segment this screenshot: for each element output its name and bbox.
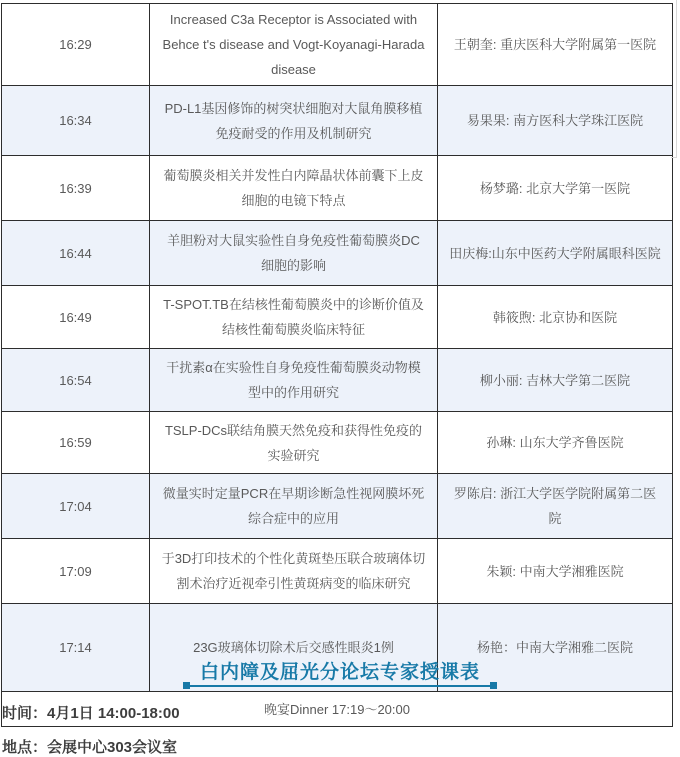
topic-cell: 于3D打印技术的个性化黄斑垫压联合玻璃体切割术治疗近视牵引性黄斑病变的临床研究 <box>150 539 438 604</box>
speaker-cell: 田庆梅:山东中医药大学附属眼科医院 <box>438 221 673 286</box>
time-cell: 16:59 <box>2 412 150 474</box>
topic-cell: TSLP-DCs联结角膜天然免疫和获得性免疫的实验研究 <box>150 412 438 474</box>
underline-right-square <box>490 682 497 689</box>
topic-cell: 葡萄膜炎相关并发性白内障晶状体前囊下上皮细胞的电镜下特点 <box>150 156 438 221</box>
time-cell: 17:04 <box>2 474 150 539</box>
speaker-cell: 朱颖: 中南大学湘雅医院 <box>438 539 673 604</box>
session-time: 时间：4月1日 14:00-18:00 <box>2 705 180 722</box>
underline-line <box>190 685 490 687</box>
speaker-cell: 王朝奎: 重庆医科大学附属第一医院 <box>438 4 673 86</box>
underline-left-square <box>183 682 190 689</box>
topic-cell: Increased C3a Receptor is Associated with Behce t's disease and Vogt-Koyanagi-Harada disease <box>150 4 438 86</box>
speaker-cell: 韩筱煦: 北京协和医院 <box>438 286 673 349</box>
table-row <box>2 221 673 286</box>
table-row <box>2 4 673 86</box>
speaker-cell: 罗陈启: 浙江大学医学院附属第二医院 <box>438 474 673 539</box>
table-row <box>2 349 673 412</box>
time-cell: 16:29 <box>2 4 150 86</box>
time-cell: 17:14 <box>2 604 150 692</box>
speaker-cell: 易果果: 南方医科大学珠江医院 <box>438 86 673 156</box>
table-row <box>2 156 673 221</box>
speaker-cell: 柳小丽: 吉林大学第二医院 <box>438 349 673 412</box>
speaker-cell: 孙琳: 山东大学齐鲁医院 <box>438 412 673 474</box>
time-cell: 17:09 <box>2 539 150 604</box>
session-location: 地点：会展中心303会议室 <box>2 739 178 756</box>
table-row <box>2 539 673 604</box>
topic-cell: 干扰素α在实验性自身免疫性葡萄膜炎动物模型中的作用研究 <box>150 349 438 412</box>
table-row <box>2 86 673 156</box>
topic-cell: 羊胆粉对大鼠实验性自身免疫性葡萄膜炎DC 细胞的影响 <box>150 221 438 286</box>
schedule-table <box>1 3 673 727</box>
time-cell: 16:54 <box>2 349 150 412</box>
topic-cell: T-SPOT.TB在结核性葡萄膜炎中的诊断价值及结核性葡萄膜炎临床特征 <box>150 286 438 349</box>
table-row <box>2 412 673 474</box>
speaker-cell: 杨梦璐: 北京大学第一医院 <box>438 156 673 221</box>
title-underline <box>183 682 497 689</box>
table-row <box>2 286 673 349</box>
time-cell: 16:39 <box>2 156 150 221</box>
dinner-cell: 晚宴Dinner 17:19～20:00 <box>2 692 673 727</box>
topic-cell: 微量实时定量PCR在早期诊断急性视网膜坏死综合症中的应用 <box>150 474 438 539</box>
time-cell: 16:34 <box>2 86 150 156</box>
right-edge-line <box>671 0 677 158</box>
section-title: 白内障及屈光分论坛专家授课表 <box>199 662 480 683</box>
speaker-cell: 杨艳：中南大学湘雅二医院 <box>438 604 673 692</box>
table-row <box>2 474 673 539</box>
topic-cell: 23G玻璃体切除术后交感性眼炎1例 <box>150 604 438 692</box>
time-cell: 16:44 <box>2 221 150 286</box>
time-cell: 16:49 <box>2 286 150 349</box>
topic-cell: PD-L1基因修饰的树突状细胞对大鼠角膜移植免疫耐受的作用及机制研究 <box>150 86 438 156</box>
